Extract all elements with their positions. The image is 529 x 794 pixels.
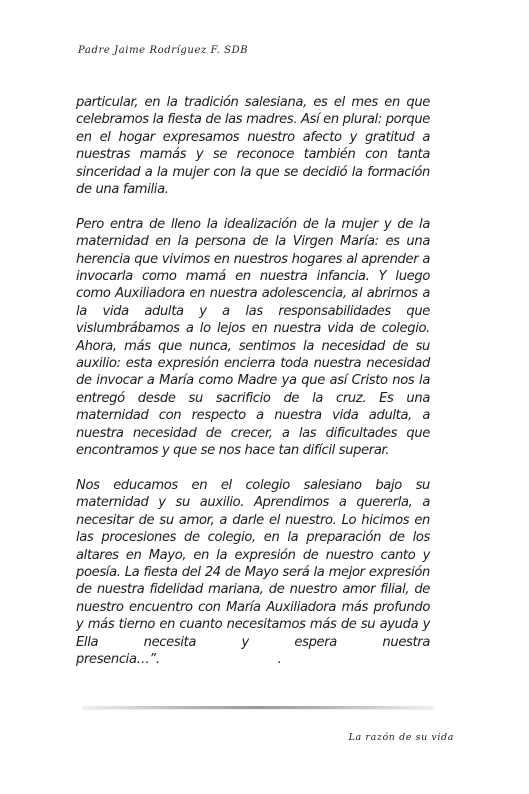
divider-rule xyxy=(82,706,434,709)
stray-mark: . xyxy=(277,651,282,667)
running-foot: La razón de su vida xyxy=(348,732,454,743)
body-text xyxy=(76,94,430,668)
paragraph: particular, en la tradición salesiana, es el mes en que celebramos la fiesta de las madres. Así en plural: porque en el hogar expresamos nuestro afecto y gratitud a nuestras mamás y se reconoce también con tanta sinceridad a la mujer con la que se decidió la formación de una familia. xyxy=(76,95,430,198)
paragraph-text: Nos educamos en el colegio salesiano bajo su maternidad y su auxilio. Aprendimos a quererla, a necesitar de su amor, a darle el nuestro. Lo hicimos en las procesiones de colegio, en la preparación de los altares en Mayo, en la expresión de nuestro canto y poesía. La fiesta del 24 de Mayo será la mejor expresión de nuestra fidelidad mariana, de nuestro amor filial, de nuestro encuentro con María Auxiliadora más profundo y más tierno en cuanto necesitamos más de su ayuda y Ella necesita y espera nuestra presencia…”. xyxy=(76,477,430,667)
running-head: Padre Jaime Rodríguez F. SDB xyxy=(78,45,249,56)
paragraph xyxy=(76,477,430,668)
paragraph: Pero entra de lleno la idealización de la mujer y de la maternidad en la persona de la Virgen María: es una herencia que vivimos en nuestros hogares al aprender a invocarla como mamá en nuestra infancia. Y luego como Auxiliadora en nuestra adolescencia, al abrirnos a la vida adulta y a las responsabilidades que vislumbrábamos a lo lejos en nuestra vida de colegio. Ahora, más que nunca, sentimos la necesidad de su auxilio: esta expresión encierra toda nuestra necesidad de invocar a María como Madre ya que así Cristo nos la entregó desde su sacrificio de la cruz. Es una maternidad con respecto a nuestra vida adulta, a nuestra necesidad de crecer, a las dificultades que encontramos y que se nos hace tan difícil superar. xyxy=(76,216,430,459)
